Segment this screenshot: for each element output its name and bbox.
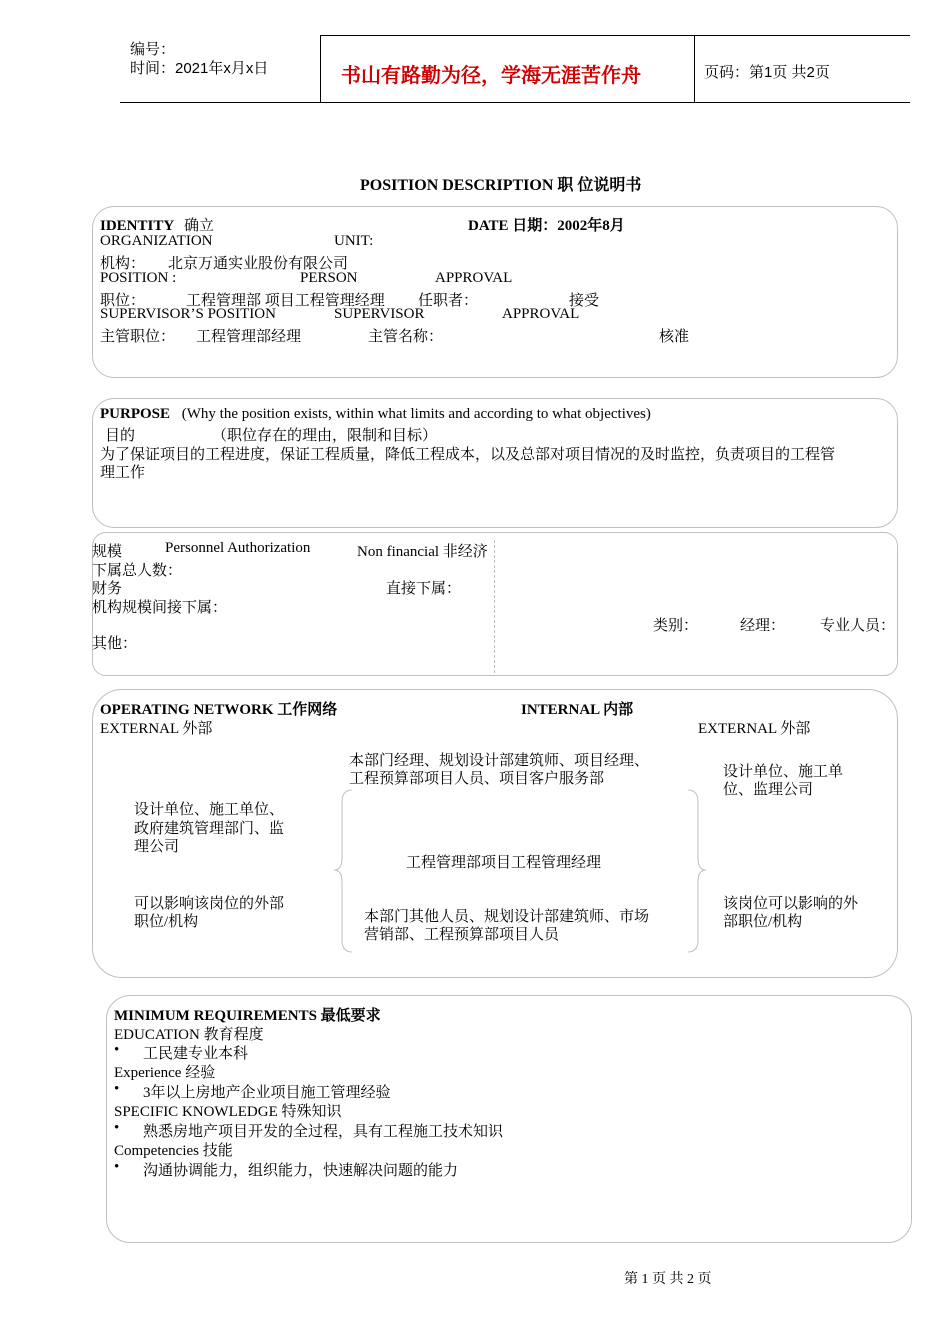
external-left-top-line-3: 理公司 [134, 839, 180, 855]
person-label: PERSON [300, 270, 358, 286]
bullet-icon: • [114, 1120, 120, 1136]
indirect-subordinates-label: 机构规模间接下属： [92, 600, 228, 616]
external-left-top-line-1: 设计单位、施工单位、 [134, 802, 285, 818]
external-left-bottom-line-1: 可以影响该岗位的外部 [134, 896, 285, 912]
direct-subordinates-label: 直接下属： [386, 581, 462, 597]
scale-label: 规模 [92, 544, 123, 560]
page-label: 页码：第1页 共2页 [704, 64, 830, 81]
unit-label: UNIT: [334, 233, 374, 249]
identity-cn: 确立 [183, 218, 214, 234]
identity-heading [100, 214, 214, 235]
number-label: 编号： [130, 41, 176, 58]
bullet-icon: • [114, 1081, 120, 1097]
education-label: EDUCATION 教育程度 [114, 1027, 264, 1043]
purpose-heading [100, 406, 651, 423]
header-bottom-rule [120, 102, 910, 103]
personnel-label: Personnel Authorization [165, 540, 311, 556]
nonfinancial-label: Non financial 非经济 [357, 544, 488, 560]
header-top-rule [320, 35, 910, 36]
person-cn-label: 任职者： [418, 293, 479, 309]
org-cn-label: 机构： [100, 256, 146, 272]
knowledge-label: SPECIFIC KNOWLEDGE 特殊知识 [114, 1104, 342, 1120]
category-label: 类别： [653, 618, 699, 634]
internal-top-line-2: 工程预算部项目人员、项目客户服务部 [349, 771, 605, 787]
external-left-top-line-2: 政府建筑管理部门、监 [134, 821, 285, 837]
identity-label: IDENTITY [100, 218, 175, 234]
approval-cn-1: 接受 [569, 293, 600, 309]
internal-bottom-line-2: 营销部、工程预算部项目人员 [364, 927, 560, 943]
time-label: 时间：2021年x月x日 [130, 60, 269, 77]
approval-cn-2: 核准 [659, 329, 690, 345]
external-right-top-line-1: 设计单位、施工单 [723, 764, 844, 780]
scale-divider [494, 540, 495, 673]
professional-label: 专业人员： [820, 618, 896, 634]
external-right-bottom-line-1: 该岗位可以影响的外 [723, 896, 859, 912]
external-right-label: EXTERNAL 外部 [698, 721, 811, 737]
supervisor-position-cn-value: 工程管理部经理 [196, 329, 302, 345]
external-right-top-line-2: 位、监理公司 [723, 782, 814, 798]
date-label: DATE 日期：2002年8月 [468, 218, 625, 234]
purpose-line-1: 为了保证项目的工程进度，保证工程质量，降低工程成本，以及总部对项目情况的及时监控，负责项目的工程管 [100, 447, 836, 463]
supervisor-label: SUPERVISOR [334, 306, 425, 322]
center-position: 工程管理部项目工程管理经理 [406, 854, 602, 871]
subordinates-total-label: 下属总人数： [92, 563, 183, 579]
header-divider-left [320, 35, 321, 102]
bullet-icon: • [114, 1042, 120, 1058]
supervisor-position-cn-label: 主管职位： [100, 329, 176, 345]
external-left-label: EXTERNAL 外部 [100, 721, 213, 737]
page-title: POSITION DESCRIPTION 职 位说明书 [360, 177, 642, 194]
supervisor-cn-label: 主管名称： [368, 329, 444, 345]
motto: 书山有路勤为径，学海无涯苦作舟 [341, 65, 641, 87]
purpose-label: PURPOSE [100, 406, 171, 422]
experience-item: 3年以上房地产企业项目施工管理经验 [143, 1085, 391, 1101]
approval-label-1: APPROVAL [435, 270, 513, 286]
position-cn-value: 工程管理部 项目工程管理经理 [186, 293, 385, 309]
internal-bottom-line-1: 本部门其他人员、规划设计部建筑师、市场 [364, 909, 650, 925]
finance-label: 财务 [92, 581, 123, 597]
page-footer: 第 1 页 共 2 页 [624, 1272, 712, 1287]
competencies-label: Competencies 技能 [114, 1143, 233, 1159]
manager-label: 经理： [740, 618, 786, 634]
network-label: OPERATING NETWORK 工作网络 [100, 702, 338, 718]
external-right-bottom-line-2: 部职位/机构 [723, 914, 803, 930]
purpose-cn-desc: （职位存在的理由，限制和目标） [212, 428, 438, 444]
external-left-bottom-line-2: 职位/机构 [134, 914, 199, 930]
knowledge-item: 熟悉房地产项目开发的全过程，具有工程施工技术知识 [143, 1124, 504, 1140]
position-label: POSITION : [100, 270, 177, 286]
education-item: 工民建专业本科 [143, 1046, 249, 1062]
org-cn-value: 北京万通实业股份有限公司 [168, 256, 349, 272]
purpose-line-2: 理工作 [100, 465, 146, 481]
position-cn-label: 职位： [100, 293, 146, 309]
approval-label-2: APPROVAL [502, 306, 580, 322]
header-divider-right [694, 35, 695, 102]
purpose-desc: (Why the position exists, within what limits and according to what objectives) [181, 406, 651, 422]
competencies-item: 沟通协调能力，组织能力，快速解决问题的能力 [143, 1163, 459, 1179]
experience-label: Experience 经验 [114, 1065, 216, 1081]
organization-label: ORGANIZATION [100, 233, 213, 249]
supervisor-position-label: SUPERVISOR’S POSITION [100, 306, 276, 322]
internal-label: INTERNAL 内部 [521, 702, 634, 718]
other-label: 其他： [92, 636, 138, 652]
requirements-label: MINIMUM REQUIREMENTS 最低要求 [114, 1008, 381, 1024]
internal-top-line-1: 本部门经理、规划设计部建筑师、项目经理、 [349, 753, 650, 769]
bullet-icon: • [114, 1159, 120, 1175]
purpose-cn-label: 目的 [105, 428, 136, 444]
